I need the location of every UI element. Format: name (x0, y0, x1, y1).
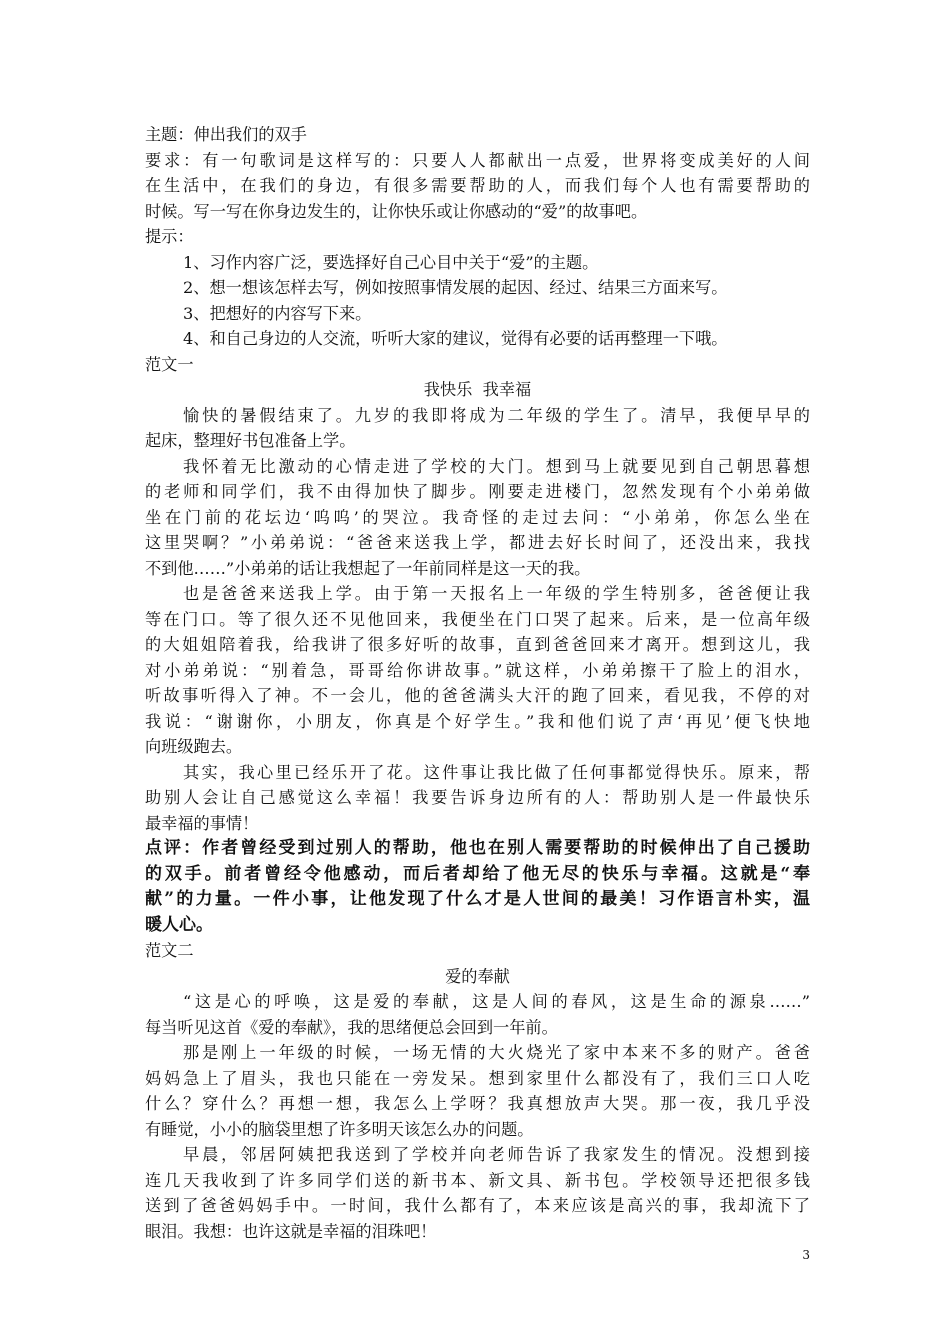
paragraph-line: 我说：“谢谢你，小朋友，你真是个好学生。”我和他们说了声‘再见’便飞快地 (145, 711, 810, 731)
sample1-title: 我快乐 我幸福 (423, 380, 532, 399)
paragraph-line: 不到他……”小弟弟的话让我想起了一年前同样是这一天的我。 (145, 558, 591, 578)
paragraph-line: 妈妈急上了眉头，我也只能在一旁发呆。想到家里什么都没有了，我们三口人吃 (145, 1068, 810, 1088)
requirement-line: 时候。写一写在你身边发生的，让你快乐或让你感动的“爱”的故事吧。 (145, 201, 648, 221)
comment-line: 献”的力量。一件小事，让他发现了什么才是人世间的最美！习作语言朴实，温 (145, 889, 810, 909)
paragraph-line: 那是刚上一年级的时候，一场无情的大火烧光了家中本来不多的财产。爸爸 (183, 1043, 810, 1062)
paragraph-line: 什么？穿什么？再想一想，我怎么上学呀？我真想放声大哭。那一夜，我几乎没 (145, 1094, 810, 1113)
paragraph-line: 等在门口。等了很久还不见他回来，我便坐在门口哭了起来。后来，是一位高年级 (145, 609, 810, 629)
comment-line: 的双手。前者曾经令他感动，而后者却给了他无尽的快乐与幸福。这就是“奉 (145, 863, 810, 884)
paragraph-line: “这是心的呼唤，这是爱的奉献，这是人间的春风，这是生命的源泉……” (183, 992, 810, 1011)
paragraph-line: 我怀着无比激动的心情走进了学校的大门。想到马上就要见到自己朝思暮想 (183, 456, 810, 476)
document-body (145, 122, 810, 1244)
paragraph-line: 早晨，邻居阿姨把我送到了学校并向老师告诉了我家发生的情况。没想到接 (183, 1145, 810, 1164)
hint-label: 提示： (145, 227, 194, 246)
paragraph-line: 最幸福的事情！ (145, 813, 259, 833)
paragraph-line: 每当听见这首《爱的奉献》，我的思绪便总会回到一年前。 (145, 1017, 558, 1037)
hint-item: 1、习作内容广泛，要选择好自己心目中关于“爱”的主题。 (183, 252, 599, 272)
paragraph-line: 送到了爸爸妈妈手中。一时间，我什么都有了，本来应该是高兴的事，我却流下了 (145, 1196, 810, 1215)
paragraph-line: 连几天我收到了许多同学们送的新书本、新文具、新书包。学校领导还把很多钱 (145, 1170, 810, 1190)
paragraph-line: 起床，整理好书包准备上学。 (145, 431, 356, 450)
paragraph-line: 愉快的暑假结束了。九岁的我即将成为二年级的学生了。清早，我便早早的 (183, 405, 810, 425)
hint-item: 4、和自己身边的人交流，听听大家的建议，觉得有必要的话再整理一下哦。 (183, 329, 728, 348)
sample2-title: 爱的奉献 (445, 966, 510, 986)
page-number: 3 (802, 1248, 810, 1262)
paragraph-line: 其实，我心里已经乐开了花。这件事让我比做了任何事都觉得快乐。原来，帮 (183, 762, 810, 782)
requirement-line: 在生活中，在我们的身边，有很多需要帮助的人，而我们每个人也有需要帮助的 (145, 176, 810, 195)
paragraph-line: 听故事听得入了神。不一会儿，他的爸爸满头大汗的跑了回来，看见我，不停的对 (145, 686, 810, 705)
paragraph-line: 对小弟弟说：“别着急，哥哥给你讲故事。”就这样，小弟弟擦干了脸上的泪水， (145, 660, 810, 680)
requirement-line: 要求：有一句歌词是这样写的：只要人人都献出一点爱，世界将变成美好的人间 (145, 150, 810, 170)
theme-line: 主题：伸出我们的双手 (145, 125, 307, 144)
sample1-label: 范文一 (145, 354, 194, 374)
comment-line: 暖人心。 (145, 914, 213, 935)
hint-item: 3、把想好的内容写下来。 (183, 303, 372, 323)
paragraph-line: 助别人会让自己感觉这么幸福！我要告诉身边所有的人：帮助别人是一件最快乐 (145, 788, 810, 807)
paragraph-line: 也是爸爸来送我上学。由于第一天报名上一年级的学生特别多，爸爸便让我 (183, 584, 810, 603)
paragraph-line: 眼泪。我想：也许这就是幸福的泪珠吧！ (145, 1221, 437, 1241)
sample2-label: 范文二 (145, 941, 194, 960)
paragraph-line: 坐在门前的花坛边‘呜呜’的哭泣。我奇怪的走过去问：“小弟弟，你怎么坐在 (145, 507, 810, 527)
paragraph-line: 向班级跑去。 (145, 737, 243, 756)
hint-item: 2、想一想该怎样去写，例如按照事情发展的起因、经过、结果三方面来写。 (183, 278, 728, 297)
paragraph-line: 有睡觉，小小的脑袋里想了许多明天该怎么办的问题。 (145, 1119, 534, 1139)
paragraph-line: 这里哭啊？”小弟弟说：“爸爸来送我上学，都进去好长时间了，还没出来，我找 (145, 533, 810, 552)
comment-line: 点评：作者曾经受到过别人的帮助，他也在别人需要帮助的时候伸出了自己援助 (145, 838, 810, 858)
paragraph-line: 的老师和同学们，我不由得加快了脚步。刚要走进楼门，忽然发现有个小弟弟做 (145, 482, 810, 501)
paragraph-line: 的大姐姐陪着我，给我讲了很多好听的故事，直到爸爸回来才离开。想到这儿，我 (145, 635, 810, 654)
